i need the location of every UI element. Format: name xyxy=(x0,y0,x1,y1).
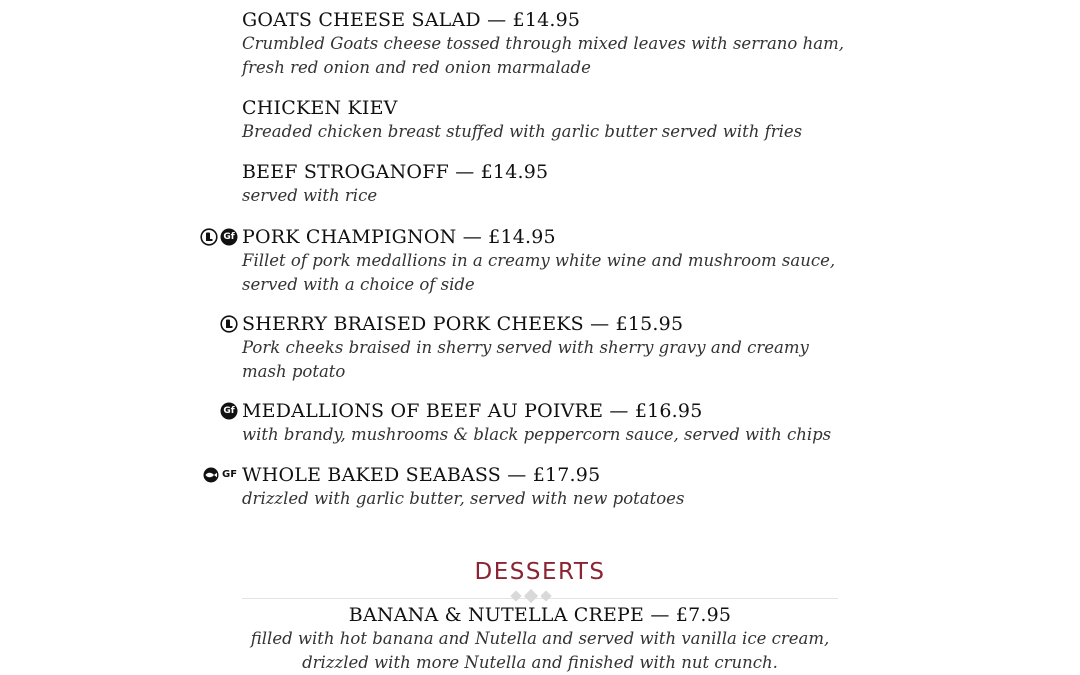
dietary-icons xyxy=(202,467,237,483)
menu-item-title: SHERRY BRAISED PORK CHEEKS — £15.95 xyxy=(242,313,684,335)
menu-item-title: WHOLE BAKED SEABASS — £17.95 xyxy=(242,464,601,486)
ornament-diamond xyxy=(540,590,551,601)
menu-item-description: Crumbled Goats cheese tossed through mixed leaves with serrano ham, fresh red onion and red onion marmalade xyxy=(242,34,844,77)
menu-item-description: Fillet of pork medallions in a creamy white wine and mushroom sauce, served with a choice of side xyxy=(242,251,836,294)
menu-item-description: Pork cheeks braised in sherry served with sherry gravy and creamy mash potato xyxy=(242,338,809,381)
menu-item-title: GOATS CHEESE SALAD — £14.95 xyxy=(242,9,581,31)
menu-item-description: Breaded chicken breast stuffed with garlic butter served with fries xyxy=(242,122,803,141)
gf-text-icon: GF xyxy=(222,469,238,480)
dessert-item-title: BANANA & NUTELLA CREPE — £7.95 xyxy=(348,604,732,626)
pig-icon xyxy=(200,228,218,246)
dessert-item-banana-nutella-crepe xyxy=(0,603,1080,675)
pig-icon xyxy=(220,315,238,333)
menu-item-medallions-of-beef xyxy=(223,399,862,447)
menu-item-beef-stroganoff xyxy=(242,160,862,208)
menu-item-sherry-braised-pork-cheeks xyxy=(242,312,862,384)
menu-item-title: BEEF STROGANOFF — £14.95 xyxy=(242,161,549,183)
gluten-free-label: Gf xyxy=(223,232,235,242)
menu-item-goats-cheese-salad xyxy=(242,8,862,80)
menu-item-whole-baked-seabass xyxy=(222,463,862,511)
gluten-free-icon xyxy=(220,228,238,246)
divider-ornament xyxy=(512,591,550,601)
menu-item-description: with brandy, mushrooms & black peppercorn sauce, served with chips xyxy=(242,425,832,444)
desserts-heading: DESSERTS xyxy=(474,559,606,585)
dessert-item-description: filled with hot banana and Nutella and served with vanilla ice cream, drizzled with more Nutella and finished with nut crunch. xyxy=(250,629,830,672)
ornament-diamond xyxy=(524,589,538,603)
menu-item-title: PORK CHAMPIGNON — £14.95 xyxy=(242,226,556,248)
fish-icon xyxy=(202,467,220,483)
menu-item-description: drizzled with garlic butter, served with new potatoes xyxy=(242,489,685,508)
menu-item-title: MEDALLIONS OF BEEF AU POIVRE — £16.95 xyxy=(242,400,703,422)
gluten-free-label: Gf xyxy=(223,406,235,416)
menu-item-description: served with rice xyxy=(242,186,378,205)
dietary-icons xyxy=(200,228,238,246)
menu-item-title: CHICKEN KIEV xyxy=(242,97,398,119)
dietary-icons xyxy=(220,315,238,333)
ornament-diamond xyxy=(510,590,521,601)
menu-item-chicken-kiev xyxy=(242,96,862,144)
gluten-free-icon xyxy=(220,402,238,420)
menu-item-pork-champignon xyxy=(223,225,862,297)
dietary-icons xyxy=(220,402,238,420)
